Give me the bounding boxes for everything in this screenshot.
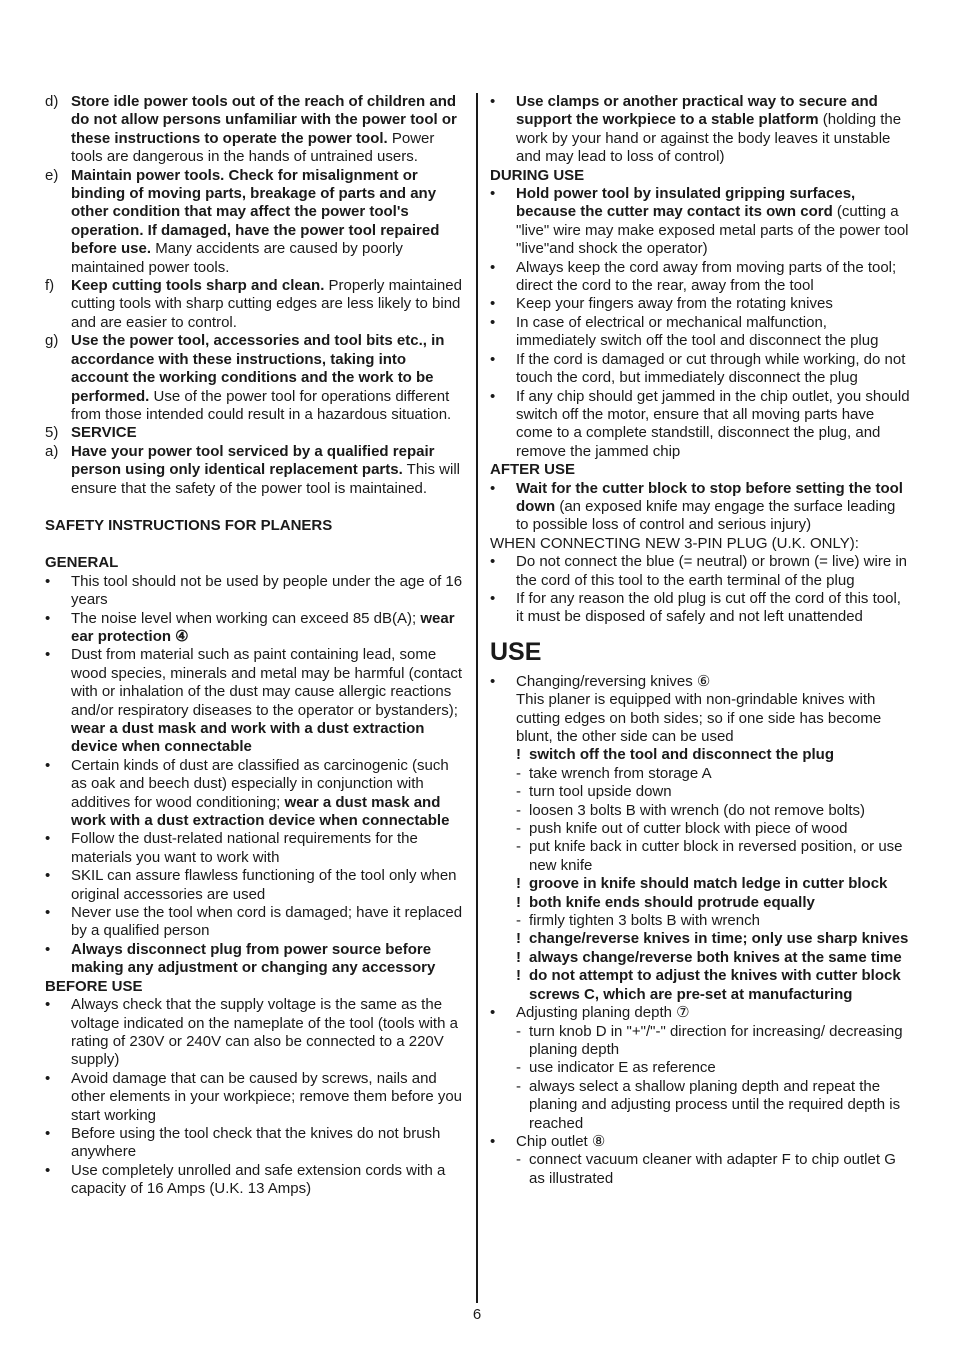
list-marker: a) (45, 442, 59, 460)
plain-paragraph: WHEN CONNECTING NEW 3-PIN PLUG (U.K. ONLY): (490, 534, 859, 552)
list-marker: - (516, 801, 521, 819)
column-divider (476, 93, 478, 1303)
list-item (490, 93, 910, 167)
body-text: Changing/reversing knives ⑥ (516, 672, 711, 690)
body-text: Before using the tool check that the knives do not brush anywhere (71, 1124, 441, 1161)
list-item (45, 1125, 465, 1162)
warning-item (490, 894, 910, 912)
list-item (45, 904, 465, 941)
body-text: Use completely unrolled and safe extension cords with a capacity of 16 Amps (U.K. 13 Amps) (71, 1161, 446, 1198)
body-text: push knife out of cutter block with piece of wood (529, 820, 848, 838)
body-text: The noise level when working can exceed 85 dB(A); (71, 609, 421, 627)
list-marker: e) (45, 166, 59, 184)
bold-text: Keep cutting tools sharp and clean. (71, 277, 325, 295)
list-item (45, 1070, 465, 1125)
body-text: Power tools are dangerous in the hands of untrained users. (71, 129, 435, 166)
list-item (490, 388, 910, 462)
body-text: Certain kinds of dust are classified as carcinogenic (such as oak and beech dust) especially in conjunction with additives for wood conditioning; (71, 756, 449, 811)
paragraph: This planer is equipped with non-grindable knives with cutting edges on both sides; so if one side has become blunt, the other side can be used (516, 691, 882, 745)
list-marker: ! (516, 893, 521, 911)
step-item (490, 1059, 910, 1077)
chapter-heading: USE (490, 637, 542, 666)
body-text: (an exposed knife may engage the surface leading to possible loss of control and serious injury) (516, 497, 896, 534)
list-item (490, 295, 910, 313)
step-item (490, 1078, 910, 1133)
body-text: firmly tighten 3 bolts B with wrench (529, 912, 760, 930)
body-text: Chip outlet ⑧ (516, 1132, 606, 1150)
body-text: (holding the work by your hand or against the body leaves it unstable and may lead to loss of control) (516, 111, 902, 166)
body-text: (cutting a "live" wire may make exposed metal parts of the power tool "live"and shock the operator) (516, 203, 909, 258)
bold-text: Always disconnect plug from power source before making any adjustment or changing any accessory (71, 940, 436, 977)
warning-item (490, 949, 910, 967)
body-text: Avoid damage that can be caused by screws, nails and other elements in your workpiece; remove them before you start working (71, 1069, 463, 1124)
body-text: This tool should not be used by people under the age of 16 years (71, 572, 463, 609)
list-marker: • (490, 313, 496, 331)
list-marker: • (45, 1069, 51, 1087)
body-text: do not attempt to adjust the knives with cutter block screws C, which are pre-set at manufacturing (529, 967, 901, 1003)
list-marker: • (45, 1124, 51, 1142)
step-item (490, 1151, 910, 1188)
list-item (45, 757, 465, 831)
step-item (490, 765, 910, 783)
body-text: Many accidents are caused by poorly maintained power tools. (71, 240, 403, 276)
body-text: Always keep the cord away from moving parts of the tool; direct the cord to the rear, away from the tool (516, 258, 897, 295)
step-item (490, 912, 910, 930)
body-text: both knife ends should protrude equally (529, 893, 815, 911)
list-marker: ! (516, 875, 521, 893)
body-text: take wrench from storage A (529, 764, 712, 782)
list-item (490, 673, 910, 691)
list-marker: - (516, 783, 521, 801)
list-item (45, 573, 465, 610)
list-item (45, 167, 465, 277)
list-marker: - (516, 1151, 521, 1169)
bold-text: Store idle power tools out of the reach of children and do not allow persons unfamiliar with the power tool or these instructions to operate the power tool. (71, 93, 457, 147)
bold-text: wear a dust mask and work with a dust extraction device when connectable (71, 793, 450, 830)
list-marker: - (516, 1059, 521, 1077)
list-marker: - (516, 838, 521, 856)
body-text: If the cord is damaged or cut through while working, do not touch the cord, but immediately disconnect the plug (516, 350, 906, 387)
list-marker: • (45, 756, 51, 774)
body-text: Follow the dust-related national requirements for the materials you want to work with (71, 830, 418, 866)
body-text: This will ensure that the safety of the power tool is maintained. (71, 461, 460, 497)
list-marker: • (490, 553, 496, 571)
body-text: connect vacuum cleaner with adapter F to chip outlet G as illustrated (529, 1151, 896, 1187)
section-heading: GENERAL (45, 554, 119, 572)
list-marker: - (516, 1077, 521, 1095)
bold-text: Maintain power tools. Check for misalignment or binding of moving parts, breakage of parts and any other condition that may affect the power tool's operation. If damaged, have the power tool repaired before use. (71, 166, 440, 258)
bold-text: Hold power tool by insulated gripping surfaces, because the cutter may contact its own cord (516, 185, 856, 221)
list-item (45, 93, 465, 167)
list-marker: d) (45, 93, 59, 110)
list-item (45, 277, 465, 332)
list-marker: 5) (45, 424, 59, 442)
body-text: Do not connect the blue (= neutral) or brown (= live) wire in the cord of this tool to the earth terminal of the plug (516, 553, 908, 589)
body-text: Always check that the supply voltage is the same as the voltage indicated on the nameplate of the tool (tools with a rating of 230V or 240V can also be connected to a 220V supply) (71, 996, 458, 1069)
list-item (490, 185, 910, 259)
section-heading: DURING USE (490, 166, 585, 184)
list-marker: ! (516, 948, 521, 966)
body-text: SKIL can assure flawless functioning of the tool only when original accessories are used (71, 867, 457, 903)
list-marker: • (490, 350, 496, 368)
list-item (490, 259, 910, 296)
spacer (45, 498, 465, 517)
right-column (490, 93, 910, 1188)
list-marker: • (490, 185, 496, 203)
body-text: switch off the tool and disconnect the plug (529, 746, 834, 764)
step-item (490, 783, 910, 801)
body-text: Adjusting planing depth ⑦ (516, 1004, 690, 1022)
step-item (490, 820, 910, 838)
list-marker: ! (516, 967, 521, 985)
body-text: use indicator E as reference (529, 1059, 716, 1077)
list-marker: ! (516, 930, 521, 948)
list-marker: • (45, 830, 51, 848)
list-marker: • (490, 258, 496, 276)
list-marker: • (490, 479, 496, 497)
list-item (490, 553, 910, 590)
bold-text: Have your power tool serviced by a qualified repair person using only identical replacement parts. (71, 442, 435, 479)
body-text: turn knob D in "+"/"-" direction for increasing/ decreasing planing depth (529, 1022, 903, 1058)
list-item (490, 351, 910, 388)
list-item (45, 830, 465, 867)
bold-text: Wait for the cutter block to stop before setting the tool down (516, 479, 903, 515)
list-marker: • (490, 1132, 496, 1150)
body-text: groove in knife should match ledge in cutter block (529, 875, 888, 893)
list-marker: - (516, 764, 521, 782)
list-item (490, 1133, 910, 1151)
list-marker: - (516, 912, 521, 930)
list-marker: f) (45, 277, 55, 295)
body-text: Never use the tool when cord is damaged; have it replaced by a qualified person (71, 904, 463, 940)
list-marker: • (490, 387, 496, 405)
list-item (490, 1004, 910, 1022)
body-text: If for any reason the old plug is cut off the cord of this tool, it must be disposed of safely and not left unattended (516, 589, 901, 626)
warning-item (490, 930, 910, 948)
list-item (45, 867, 465, 904)
list-marker: • (490, 672, 496, 690)
body-text: Use of the power tool for operations different from those intended could result in a hazardous situation. (71, 387, 452, 423)
list-item (490, 314, 910, 351)
body-text: Properly maintained cutting tools with sharp cutting edges are less likely to bind and are easier to control. (71, 277, 462, 331)
section-heading: BEFORE USE (45, 977, 143, 995)
list-item (45, 443, 465, 498)
spacer (45, 535, 465, 554)
list-marker: • (45, 646, 51, 664)
warning-item (490, 746, 910, 764)
list-item (45, 646, 465, 756)
body-text: In case of electrical or mechanical malfunction, immediately switch off the tool and disconnect the plug (516, 313, 879, 350)
list-item (45, 941, 465, 978)
bold-text: wear ear protection ④ (71, 609, 455, 645)
list-marker: • (45, 940, 51, 958)
left-column (45, 93, 465, 1199)
step-item (490, 1023, 910, 1060)
list-marker: • (45, 572, 51, 590)
body-text: Dust from material such as paint containing lead, some wood species, minerals and metal may be harmful (contact with or inhalation of the dust may cause allergic reactions and/or respiratory diseases to the operator or bystanders); (71, 646, 463, 719)
body-text: If any chip should get jammed in the chip outlet, you should switch off the motor, ensure that all moving parts have come to a complete standstill, disconnect the plug, and remove the jammed chip (516, 387, 910, 460)
list-marker: • (490, 93, 496, 110)
body-text: turn tool upside down (529, 783, 672, 801)
list-item (45, 996, 465, 1070)
bold-text: Use clamps or another practical way to secure and support the workpiece to a stable platform (516, 93, 878, 129)
body-text: put knife back in cutter block in reversed position, or use new knife (529, 838, 903, 874)
bold-text: Use the power tool, accessories and tool bits etc., in accordance with these instructions, taking into account the working conditions and the work to be performed. (71, 332, 445, 405)
list-marker: • (45, 996, 51, 1014)
body-text: change/reverse knives in time; only use sharp knives (529, 930, 909, 948)
list-marker: • (45, 867, 51, 885)
list-marker: g) (45, 332, 59, 350)
list-marker: • (45, 904, 51, 922)
body-text: Keep your fingers away from the rotating knives (516, 295, 833, 313)
page-number: 6 (472, 1306, 482, 1323)
list-marker: • (45, 609, 51, 627)
list-marker: - (516, 1022, 521, 1040)
body-text: always select a shallow planing depth and repeat the planing and adjusting process until the required depth is reached (529, 1077, 901, 1132)
list-item (490, 480, 910, 535)
bold-text: SERVICE (71, 424, 137, 442)
body-text: loosen 3 bolts B with wrench (do not remove bolts) (529, 801, 865, 819)
list-item (45, 1162, 465, 1199)
list-item (45, 610, 465, 647)
section-heading: AFTER USE (490, 461, 576, 479)
warning-item (490, 967, 910, 1004)
list-marker: - (516, 820, 521, 838)
step-item (490, 802, 910, 820)
list-marker: • (490, 589, 496, 607)
warning-item (490, 875, 910, 893)
list-marker: • (490, 295, 496, 313)
list-marker: • (45, 1161, 51, 1179)
list-item (45, 424, 465, 442)
step-item (490, 838, 910, 875)
list-marker: ! (516, 746, 521, 764)
list-marker: • (490, 1004, 496, 1022)
section-heading: SAFETY INSTRUCTIONS FOR PLANERS (45, 516, 333, 534)
list-item (45, 332, 465, 424)
bold-text: wear a dust mask and work with a dust extraction device when connectable (71, 720, 425, 756)
body-text: always change/reverse both knives at the same time (529, 948, 902, 966)
list-item (490, 590, 910, 627)
